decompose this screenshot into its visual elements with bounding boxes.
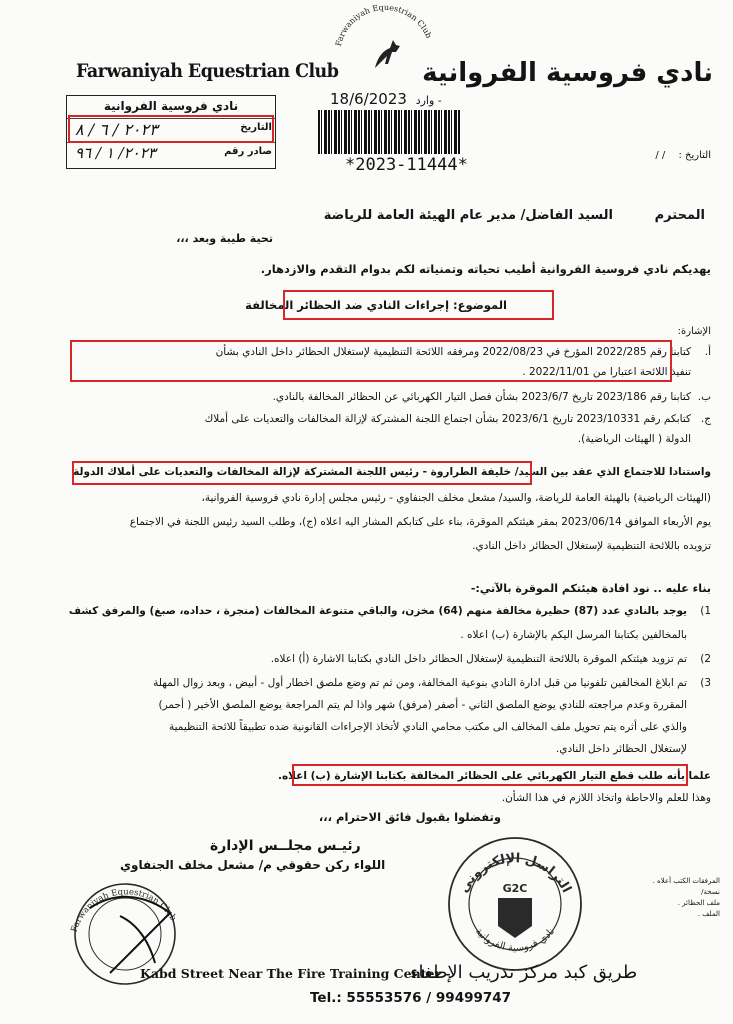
paragraph-line: تزويده باللائحة التنظيمية لإستغلال الحظائر داخل النادي. <box>472 540 711 552</box>
date-field-label: التاريخ : <box>678 150 711 161</box>
reference-line: تنفيذ اللائحة اعتبارا من 2022/11/01 . <box>522 366 691 378</box>
seal-right-code: G2C <box>502 882 528 895</box>
references-heading: الإشارة: <box>677 326 711 337</box>
attachments-list <box>640 876 720 920</box>
action-marker: 1) <box>700 605 711 617</box>
footer-phone: Tel.: 55553576 / 99499747 <box>310 990 512 1006</box>
received-stamp <box>330 90 442 108</box>
seal-left-arc-text: Farwaniyah Equestrian Club <box>69 887 178 934</box>
e-correspondence-seal-icon <box>440 826 590 976</box>
highlight-box-note <box>292 764 688 786</box>
highlight-box-reference-a <box>70 340 672 382</box>
attachment-line: الملف . <box>697 910 720 918</box>
svg-text:Farwaniyah Equestrian Club <box>334 3 433 47</box>
footer-address-en: Kabd Street Near The Fire Training Center - <box>140 966 451 981</box>
paragraph-line: يوم الأربعاء الموافق 2023/06/14 بمقر هيئتكم الموقرة، بناء على كتابكم المشار اليه اعلاه (ج)، وطلب السيد رئيس اللجنة في الاجتماع <box>129 516 711 528</box>
stamp-outgoing-label: صادر رقم <box>224 146 272 157</box>
stamp-outgoing-row <box>67 142 275 168</box>
reference-line: الدولة ( الهيئات الرياضية). <box>577 433 691 445</box>
stamp-title: نادي فروسية الفروانية <box>103 99 239 113</box>
action-line: تم ابلاغ المخالفين تلفونيا من قبل ادارة النادي بنوعية المخالفة، ومن ثم تم وضع ملصق اخطار أول - أبيض ، وبعد زوال المهلة <box>153 677 687 689</box>
date-field-blanks: / / <box>655 150 666 161</box>
addressee-line: السيد الفاضل/ مدير عام الهيئة العامة للرياضة <box>323 208 613 223</box>
paragraph-line: (الهيئات الرياضية) بالهيئة العامة للرياضة، والسيد/ مشعل مخلف الجنفاوي - رئيس مجلس إدارة نادي فروسية الفروانية، <box>201 492 711 504</box>
signature-title: رئيـس مجلــس الإدارة <box>210 838 361 854</box>
barcode-number: *2023-11444* <box>345 155 468 175</box>
addressee-honorific: المحترم <box>654 208 705 223</box>
reference-line: كتابنا رقم 2022/285 المؤرخ في 2022/08/23 ومرفقه اللائحة التنظيمية لإستغلال الحظائر داخل النادي بشأن <box>215 346 691 358</box>
svg-text:Farwaniyah Equestrian Club <box>69 887 178 933</box>
electronic-correspondence-seal <box>440 826 590 976</box>
attachment-line: نسخة/ <box>701 888 720 896</box>
highlight-box-subject <box>283 290 554 320</box>
action-line: المقررة وعدم مراجعته للنادي يوضع الملصق الثاني - أصفر (مرفق) شهر واذا لم يتم المراجعة يوضع الملصق الأخير ( أحمر) <box>158 699 687 711</box>
reference-marker: ب. <box>697 391 711 403</box>
paragraph-line: واستنادا للاجتماع الذي عقد بين السيد/ خليفة الطراروة - رئيس اللجنة المشتركة لإزالة المخالفات والتعديات على أملاك الدولة <box>73 466 711 478</box>
greeting-line: تحية طيبة وبعد ،،، <box>176 232 273 245</box>
subject-line: الموضوع: إجراءات النادي ضد الحظائر المخالفة <box>245 298 507 312</box>
reference-line: كتابنا رقم 2023/186 تاريخ 2023/6/7 بشأن فصل التيار الكهربائي عن الحظائر المخالفة بالنادي. <box>272 391 691 403</box>
received-date: 18/6/2023 <box>330 90 407 108</box>
action-line: تم تزويد هيئتكم الموقرة باللائحة التنظيمية لإستغلال الحظائر داخل النادي بكتابنا الاشارة (أ) اعلاه. <box>270 653 687 665</box>
action-line: يوجد بالنادي عدد (87) حظيرة مخالفة منهم (64) مخزن، والباقي متنوعة المخالفات (منجرة ، حداده، صبغ) والمرفق كشف <box>68 605 687 617</box>
barcode <box>318 110 460 154</box>
club-name-ar: نادي فروسية الفروانية <box>422 58 713 88</box>
reference-marker: أ. <box>704 346 711 358</box>
stamp-date-label: التاريخ <box>240 122 272 133</box>
footer-address-ar: طريق كبد مركز تدريب الإطفاء <box>410 962 638 983</box>
reference-line: كتابكم رقم 2023/10331 تاريخ 2023/6/1 بشأن اجتماع اللجنة المشتركة لإزالة المخالفات والتعديات على أملاك <box>204 413 691 425</box>
stamp-date-value: ٢٠٢٣ / ٦ / ٨ <box>75 120 158 139</box>
highlight-box-date <box>68 115 274 143</box>
highlight-box-committee <box>72 461 532 485</box>
stamp-outgoing-value: ٢٠٢٣/ ١ / ٩٦ <box>75 144 156 162</box>
logo-arc-text: Farwaniyah Equestrian Club <box>333 2 434 48</box>
action-marker: 2) <box>700 653 711 665</box>
seal-right-top-text: التراسل الإلكتروني <box>456 851 574 896</box>
note-line: علما بأنه طلب قطع التيار الكهربائي على الحظائر المخالفة بكتابنا الإشارة (ب) اعلاه. <box>278 770 711 782</box>
action-heading: بناء عليه .. نود افادة هيئتكم الموقرة بالآتي:- <box>470 582 711 595</box>
club-logo <box>330 0 440 80</box>
signature-name: اللواء ركن حقوقي م/ مشعل مخلف الجنفاوي <box>120 858 386 872</box>
action-line: والذي على أثره يتم تحويل ملف المخالف الى مكتب محامي النادي لأتخاذ الإجراءات القانونية ضده تطبيقاً للائحة التنظيمية <box>168 721 687 733</box>
horse-logo-icon <box>330 0 440 80</box>
club-name-en: Farwaniyah Equestrian Club <box>76 60 339 82</box>
attachment-line: ملف الحظائر . <box>677 899 720 907</box>
seal-right-bottom-text: نادي فروسية الفروانية <box>472 926 558 955</box>
closing-line: وهذا للعلم والاحاطة واتخاذ اللازم في هذا الشأن. <box>501 792 711 804</box>
action-line: لإستغلال الحظائر داخل النادي. <box>555 743 687 755</box>
sign-off: وتفضلوا بقبول فائق الاحترام ،،، <box>318 810 501 824</box>
action-marker: 3) <box>700 677 711 689</box>
reference-marker: ج. <box>700 413 711 425</box>
attachment-line: المرفقات الكتب أعلاه . <box>652 877 720 885</box>
intro-line: يهديكم نادي فروسية الفروانية أطيب تحياته وتمنياته لكم بدوام التقدم والازدهار. <box>260 262 711 276</box>
received-label: وارد - <box>415 94 442 107</box>
date-field <box>655 150 711 161</box>
action-line: بالمخالفين بكتابنا المرسل اليكم بالإشارة (ب) اعلاه . <box>460 629 687 641</box>
